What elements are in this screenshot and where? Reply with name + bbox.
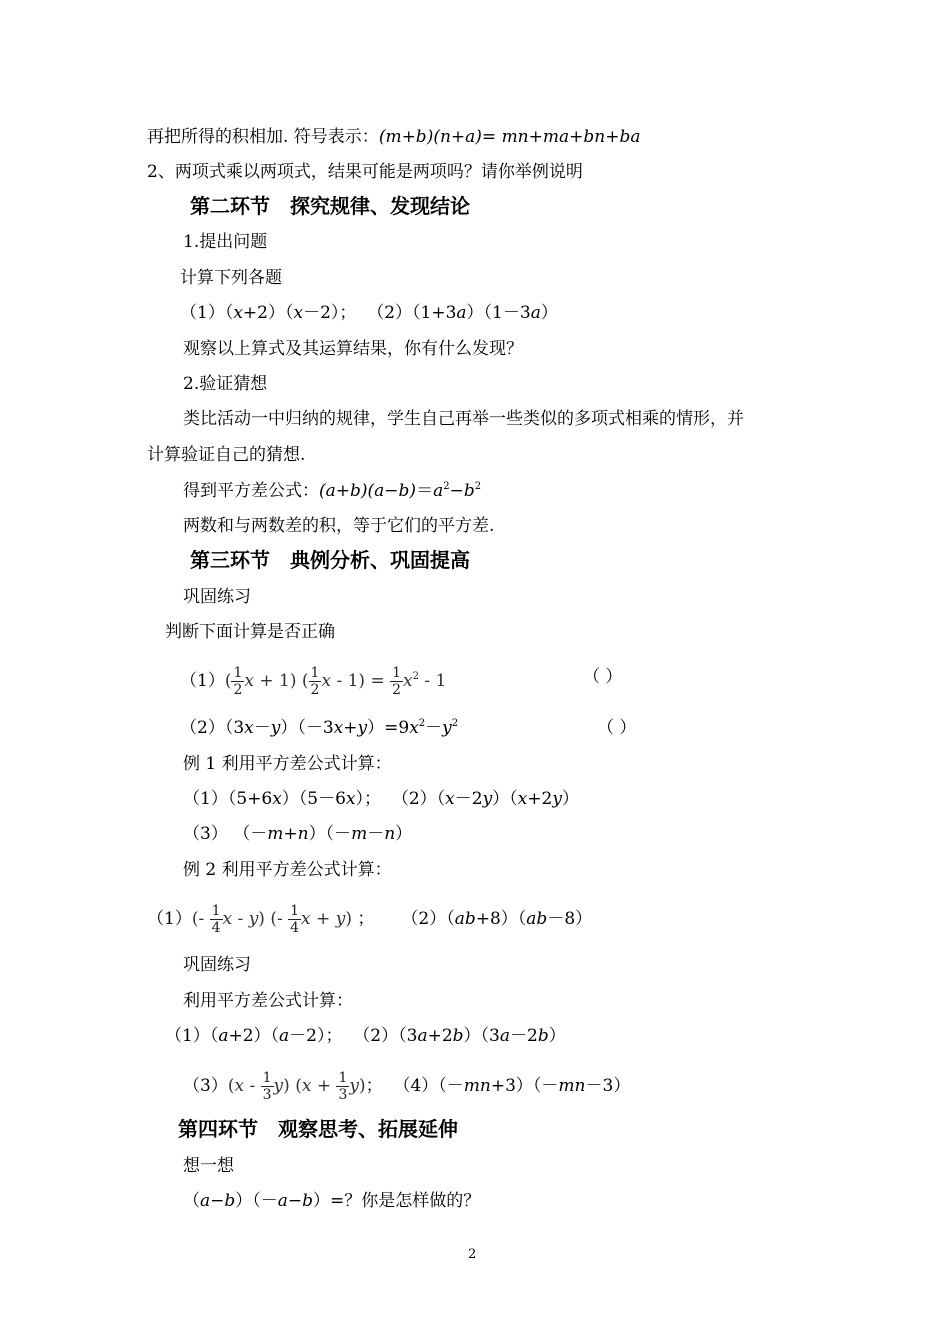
judge-item-1: （1）( $\frac{1}{2}$ x + 1) ( $\frac{1}{2}$ x - 1) = $\frac{1}{2}$ $x^2 - 1$ (180, 665, 447, 698)
answer-blank[interactable]: （ ） (597, 718, 637, 738)
section-heading: 第四环节 观察思考、拓展延伸 (178, 1117, 458, 1141)
section-heading: 第二环节 探究规律、发现结论 (190, 194, 470, 218)
formula-intro: 得到平方差公式： (183, 481, 319, 501)
answer-blank[interactable]: （ ） (583, 667, 623, 687)
text-line: 类比活动一中归纳的规律，学生自己再举一些类似的多项式相乘的情形，并 (183, 409, 744, 429)
subheading: 2.验证猜想 (183, 374, 268, 394)
exercise-list: （3）(x - $\frac{1}{3}$ y) (x + $\frac{1}{3}$ y)； （4）（－mn+3）（－mn－3） (183, 1070, 631, 1103)
text-line: 计算下列各题 (180, 268, 282, 288)
page-number: 2 (468, 1247, 477, 1262)
text-line: 巩固练习 (183, 955, 251, 975)
example-title: 例 1 利用平方差公式计算： (183, 754, 392, 774)
example-title: 例 2 利用平方差公式计算： (183, 860, 392, 880)
question-line: （a−b）（－a−b）=？你是怎样做的？ (183, 1191, 481, 1211)
text-line: 判断下面计算是否正确 (165, 622, 335, 642)
text-line: 再把所得的积相加. 符号表示：(m+b)(n+a)= mn+ma+bn+ba (147, 127, 641, 147)
exercise-list: （1）（x+2）（x－2）； （2）（1+3a）（1－3a） (180, 303, 558, 323)
judge-item-2: $(2)(3x-y)(-3x+y)=9x^2-y^2$ (180, 718, 459, 738)
text-line: 2、两项式乘以两项式，结果可能是两项吗？请你举例说明 (147, 162, 583, 182)
text-line: 计算验证自己的猜想. (147, 445, 306, 465)
text-line: 观察以上算式及其运算结果，你有什么发现？ (183, 339, 523, 359)
text-line: 想一想 (183, 1156, 234, 1176)
section-heading: 第三环节 典例分析、巩固提高 (190, 548, 470, 572)
exercise-list: （1）（a+2）（a－2）； （2）（3a+2b）（3a－2b） (165, 1026, 566, 1046)
subheading: 1.提出问题 (183, 232, 268, 252)
formula-line: 得到平方差公式：$(a+b)(a-b)=a^2-b^2$ (183, 481, 482, 501)
text-line: 利用平方差公式计算： (183, 991, 353, 1011)
text-line-prefix: 再把所得的积相加. 符号表示： (147, 127, 379, 147)
exercise-list: （1）（5+6x）（5－6x）； （2）（x－2y）（x+2y） (183, 789, 579, 809)
exercise-list: （3） （－m+n）（－m－n） (183, 824, 413, 844)
text-line: 两数和与两数差的积，等于它们的平方差. (183, 516, 495, 536)
text-line: 巩固练习 (183, 587, 251, 607)
exercise-list: （1）(- $\frac{1}{4}$ x - y) (- $\frac{1}{4}$ x + y) ； （2）（ab+8）（ab－8） (147, 903, 593, 936)
